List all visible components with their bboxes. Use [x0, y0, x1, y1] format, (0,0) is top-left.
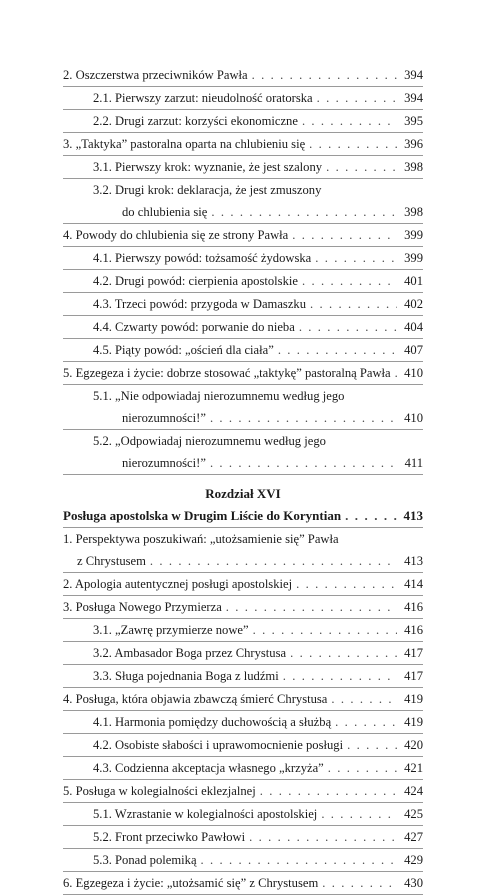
- toc-entry: [63, 596, 423, 619]
- toc-entry-page: 399: [404, 251, 423, 265]
- leader-dots: [347, 734, 397, 756]
- toc-entry-label: 4.5. Piąty powód: „oścień dla ciała”: [93, 343, 274, 357]
- toc-entry: [63, 247, 423, 270]
- leader-dots: [335, 711, 397, 733]
- toc-entry-label: 3.3. Sługa pojednania Boga z ludźmi: [93, 669, 279, 683]
- toc-entry-page: 407: [404, 343, 423, 357]
- toc-entry-page: 410: [404, 366, 423, 380]
- toc-entry: [63, 849, 423, 872]
- toc-entry-label: 2. Apologia autentycznej posługi apostolskiej: [63, 577, 293, 591]
- leader-dots: [249, 826, 397, 848]
- toc-entry: [63, 224, 423, 247]
- leader-dots: [296, 573, 397, 595]
- toc-entry-page: 413: [404, 554, 423, 568]
- toc-entry: [63, 872, 423, 895]
- toc-entry-label: 5.2. Front przeciwko Pawłowi: [93, 830, 246, 844]
- toc-entry-label: 3.2. Drugi krok: deklaracja, że jest zmuszony: [93, 183, 322, 197]
- toc-entry: [63, 780, 423, 803]
- toc-entry: [63, 803, 423, 826]
- leader-dots: [211, 201, 397, 223]
- toc-entry-label: 5.1. „Nie odpowiadaj nierozumnemu według jego: [93, 389, 345, 403]
- leader-dots: [210, 452, 397, 474]
- toc-entry-page: 416: [404, 600, 423, 614]
- toc-entry-label: 4.2. Osobiste słabości i uprawomocnienie posługi: [93, 738, 344, 752]
- toc-entry-label: 6. Egzegeza i życie: „utożsamić się” z Chrystusem: [63, 876, 319, 890]
- toc-entry: [63, 293, 423, 316]
- leader-dots: [299, 316, 397, 338]
- toc-entry: [63, 688, 423, 711]
- toc-entry-page: 394: [404, 68, 423, 82]
- toc-entry: [63, 619, 423, 642]
- toc-entry: [63, 665, 423, 688]
- toc-entry-label: 2.2. Drugi zarzut: korzyści ekonomiczne: [93, 114, 298, 128]
- toc-entry-page: 421: [404, 761, 423, 775]
- toc-entry-label: 1. Perspektywa poszukiwań: „utożsamienie się” Pawła: [63, 532, 339, 546]
- leader-dots: [292, 224, 397, 246]
- toc-entry: [63, 179, 423, 201]
- toc-entry-label: 3.2. Ambasador Boga przez Chrystusa: [93, 646, 287, 660]
- toc-entry: [63, 87, 423, 110]
- toc-entry-label: 5.1. Wzrastanie w kolegialności apostolskiej: [93, 807, 318, 821]
- toc-entry-label: 3.1. „Zawrę przymierze nowe”: [93, 623, 249, 637]
- toc-entry-label: do chlubienia się: [122, 205, 208, 219]
- leader-dots: [328, 757, 397, 779]
- toc-entry-label: nierozumności!”: [122, 411, 206, 425]
- toc-entry: [63, 362, 423, 385]
- toc-entry-page: 419: [404, 715, 423, 729]
- toc-entry-label: 5.2. „Odpowiadaj nierozumnemu według jego: [93, 434, 326, 448]
- toc-entry: [63, 270, 423, 293]
- toc-entry-page: 398: [404, 160, 423, 174]
- toc-entry: [63, 573, 423, 596]
- toc-entry: [63, 826, 423, 849]
- toc-entry-page: 430: [404, 876, 423, 890]
- leader-dots: [290, 642, 397, 664]
- toc-entry-label: 4. Posługa, która objawia zbawczą śmierć Chrystusa: [63, 692, 328, 706]
- toc-entry-label: 2.1. Pierwszy zarzut: nieudolność oratorska: [93, 91, 313, 105]
- chapter-title-entry: [63, 505, 423, 528]
- toc-entry: [63, 201, 423, 224]
- toc-entry-label: 4.3. Trzeci powód: przygoda w Damaszku: [93, 297, 307, 311]
- toc-entry-page: 402: [404, 297, 423, 311]
- leader-dots: [310, 293, 397, 315]
- toc-entry-page: 429: [404, 853, 423, 867]
- toc-entry: [63, 133, 423, 156]
- toc-entry-label: 5. Posługa w kolegialności eklezjalnej: [63, 784, 256, 798]
- toc-entry-page: 411: [404, 456, 423, 470]
- toc-entry-label: 4.3. Codzienna akceptacja własnego „krzyża”: [93, 761, 324, 775]
- toc-entry: [63, 64, 423, 87]
- leader-dots: [326, 156, 397, 178]
- toc-entry: [63, 110, 423, 133]
- toc-entry: [63, 385, 423, 407]
- toc-entry-label: 2. Oszczerstwa przeciwników Pawła: [63, 68, 248, 82]
- toc-entry-label: 5. Egzegeza i życie: dobrze stosować „taktykę” pastoralną Pawła: [63, 366, 391, 380]
- toc-entry-page: 417: [404, 646, 423, 660]
- toc-entry: [63, 452, 423, 475]
- leader-dots: [302, 270, 397, 292]
- leader-dots: [252, 64, 397, 86]
- leader-dots: [321, 803, 397, 825]
- toc-entry-label: 5.3. Ponad polemiką: [93, 853, 197, 867]
- toc-entry: [63, 316, 423, 339]
- leader-dots: [283, 665, 397, 687]
- toc-entry-label: 3. Posługa Nowego Przymierza: [63, 600, 222, 614]
- toc-entry-label: nierozumności!”: [122, 456, 206, 470]
- toc-entry-label: 4. Powody do chlubienia się ze strony Pawła: [63, 228, 289, 242]
- toc-entry-page: 398: [404, 205, 423, 219]
- toc-entry: [63, 156, 423, 179]
- table-of-contents: [63, 64, 423, 895]
- toc-entry-page: 410: [404, 411, 423, 425]
- leader-dots: [345, 505, 397, 527]
- leader-dots: [278, 339, 397, 361]
- toc-entry-page: 425: [404, 807, 423, 821]
- leader-dots: [226, 596, 397, 618]
- leader-dots: [309, 133, 397, 155]
- toc-entry-page: 395: [404, 114, 423, 128]
- leader-dots: [302, 110, 397, 132]
- toc-entry: [63, 757, 423, 780]
- toc-entry: [63, 528, 423, 550]
- leader-dots: [253, 619, 397, 641]
- toc-entry-page: 427: [404, 830, 423, 844]
- toc-entry-page: 394: [404, 91, 423, 105]
- toc-entry-page: 414: [404, 577, 423, 591]
- toc-entry: [63, 407, 423, 430]
- toc-entry-label: 3. „Taktyka” pastoralna oparta na chlubieniu się: [63, 137, 306, 151]
- toc-entry-page: 404: [404, 320, 423, 334]
- chapter-heading: Rozdział XVI: [205, 486, 281, 501]
- toc-entry: [63, 430, 423, 452]
- toc-entry: [63, 642, 423, 665]
- toc-entry-page: 416: [404, 623, 423, 637]
- leader-dots: [331, 688, 397, 710]
- toc-entry-page: 420: [404, 738, 423, 752]
- toc-entry-label: 4.2. Drugi powód: cierpienia apostolskie: [93, 274, 298, 288]
- toc-entry-label: 4.1. Harmonia pomiędzy duchowością a służbą: [93, 715, 332, 729]
- toc-entry-label: 4.4. Czwarty powód: porwanie do nieba: [93, 320, 295, 334]
- toc-entry-page: 396: [404, 137, 423, 151]
- leader-dots: [322, 872, 397, 894]
- toc-entry-page: 424: [404, 784, 423, 798]
- toc-entry-label: 3.1. Pierwszy krok: wyznanie, że jest szalony: [93, 160, 323, 174]
- toc-entry-page: 401: [404, 274, 423, 288]
- leader-dots: [210, 407, 397, 429]
- leader-dots: [317, 87, 397, 109]
- leader-dots: [395, 362, 397, 384]
- toc-entry-label: 4.1. Pierwszy powód: tożsamość żydowska: [93, 251, 312, 265]
- chapter-title: Posługa apostolska w Drugim Liście do Koryntian: [63, 508, 342, 523]
- toc-entry: [63, 734, 423, 757]
- leader-dots: [260, 780, 397, 802]
- toc-entry-page: 417: [404, 669, 423, 683]
- toc-entry-page: 419: [404, 692, 423, 706]
- leader-dots: [150, 550, 397, 572]
- leader-dots: [315, 247, 397, 269]
- toc-entry-label: z Chrystusem: [77, 554, 146, 568]
- chapter-page: 413: [403, 508, 423, 523]
- toc-entry: [63, 550, 423, 573]
- toc-entry-page: 399: [404, 228, 423, 242]
- toc-entry: [63, 339, 423, 362]
- toc-entry: [63, 711, 423, 734]
- leader-dots: [201, 849, 397, 871]
